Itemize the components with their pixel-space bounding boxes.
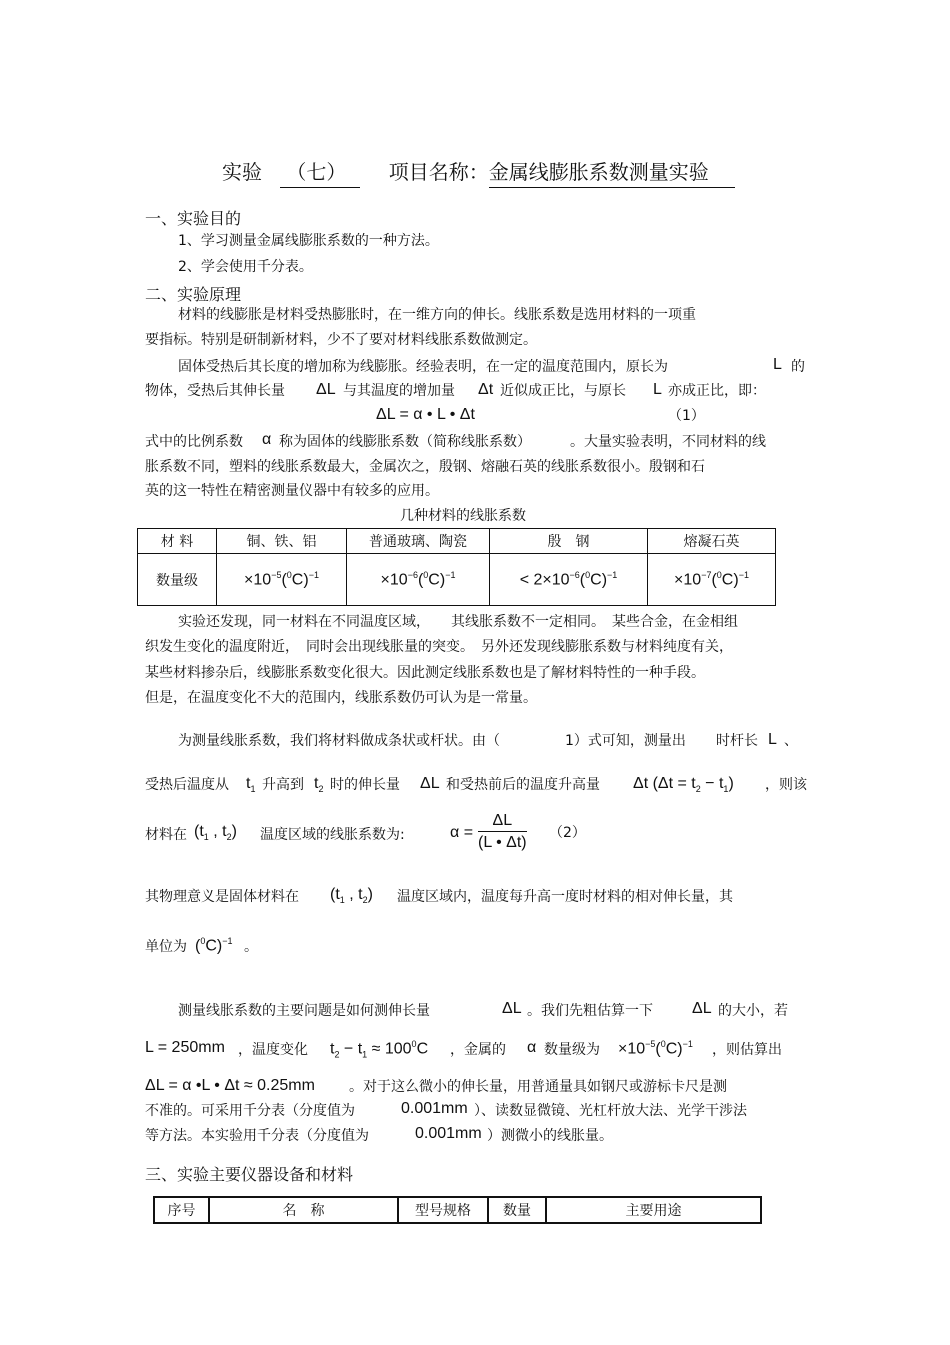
title-part2: 项目名称：	[388, 160, 489, 184]
math-L: L	[768, 731, 777, 748]
title-name: 金属线膨胀系数测量实验	[489, 156, 735, 188]
section-3-heading: 三、实验主要仪器设备和材料	[145, 1165, 354, 1184]
math-interval: ($t_1$ , $t_2$)	[330, 886, 373, 906]
table-header-cell: 材 料	[138, 529, 217, 554]
table-header-row	[154, 1197, 761, 1223]
page-title	[222, 156, 735, 188]
math-temp-change: $t_2 - t_1 \approx 100^0C$	[330, 1039, 429, 1060]
math-alpha: α	[262, 431, 272, 448]
text-segment: 单位为	[145, 939, 187, 955]
text-segment: 。对于这么微小的伸长量，用普通量具如钢尺或游标卡尺是测	[349, 1079, 727, 1095]
text-segment: 。我们先粗估算一下	[527, 1003, 653, 1019]
paragraph-line: 织发生变化的温度附近， 同时会出现线胀量的突变。 另外还发现线膨胀系数与材料纯度有关，	[145, 639, 733, 655]
table-header-cell: 数量	[488, 1197, 546, 1223]
equation-2-fraction	[478, 812, 527, 852]
text-segment: 式中的比例系数	[145, 434, 243, 450]
text-segment: 。	[244, 939, 258, 955]
math-L: L	[773, 356, 782, 373]
table-cell: < $2\times 10^{-6}(^0C)^{-1}$	[490, 554, 648, 606]
text-segment: 。大量实验表明，不同材料的线	[570, 434, 766, 450]
equation-1-number: （1）	[668, 408, 705, 424]
text-segment: 1）式可知，测量出	[565, 733, 686, 749]
text-segment: 物体，受热后其伸长量	[145, 383, 285, 399]
text-segment: ，金属的	[450, 1042, 506, 1058]
math-t2: $t_2$	[314, 775, 324, 795]
paragraph-line: 英的这一特性在精密测量仪器中有较多的应用。	[145, 483, 439, 499]
table-header-cell: 序号	[154, 1197, 209, 1223]
paragraph-line: 某些材料掺杂后，线膨胀系数变化很大。因此测定线胀系数也是了解材料特性的一种手段。	[145, 665, 705, 681]
text-segment: 时的伸长量	[330, 777, 400, 793]
text-segment: 不准的。可采用千分表（分度值为	[145, 1103, 355, 1119]
math-delta-L: ΔL	[316, 381, 336, 398]
table-header-row	[138, 529, 776, 554]
text-segment: 的大小，若	[718, 1003, 788, 1019]
table-header-cell: 殷 钢	[490, 529, 648, 554]
text-segment: 测量线胀系数的主要问题是如何测伸长量	[178, 1003, 430, 1019]
text-segment: 和受热前后的温度升高量	[446, 777, 600, 793]
title-number: （七）	[280, 156, 360, 188]
equipment-table	[153, 1196, 762, 1224]
equation-1: ΔL = α • L • Δt	[376, 406, 475, 423]
math-t1: $t_1$	[246, 775, 256, 795]
math-L: L	[653, 381, 662, 398]
math-delta-L: ΔL	[420, 775, 440, 792]
text-segment: 为测量线胀系数，我们将材料做成条状或杆状。由（	[178, 733, 500, 749]
text-segment: 其物理意义是固体材料在	[145, 889, 299, 905]
table-header-cell: 型号规格	[398, 1197, 488, 1223]
table-cell: $\times 10^{-5}(^0C)^{-1}$	[217, 554, 347, 606]
text-segment: ）测微小的线胀量。	[487, 1128, 613, 1144]
math-delta-t: Δt	[478, 381, 494, 398]
math-order: $\times 10^{-5}(^0C)^{-1}$	[618, 1039, 693, 1058]
text-segment: ，则该	[765, 777, 807, 793]
text-segment: 时杆长	[716, 733, 758, 749]
text-segment: 数量级为	[544, 1042, 600, 1058]
text-segment: 与其温度的增加量	[343, 383, 455, 399]
math-resolution: 0.001mm	[415, 1125, 482, 1142]
text-segment: 温度区域的线胀系数为:	[260, 827, 405, 843]
fraction-denominator: (L • Δt)	[478, 834, 527, 851]
text-segment: 、	[784, 733, 798, 749]
math-estimate: ΔL = α •L • Δt ≈ 0.25mm	[145, 1077, 315, 1094]
title-part1: 实验	[222, 160, 262, 184]
materials-table	[137, 528, 776, 606]
text-segment: 升高到	[262, 777, 304, 793]
math-delta-t-def: Δt $(\Delta t = t_2 - t_1)$	[633, 775, 734, 795]
math-unit: $(^0C)^{-1}$	[195, 936, 233, 955]
math-delta-L: ΔL	[502, 1000, 522, 1017]
math-resolution: 0.001mm	[401, 1100, 468, 1117]
paragraph-line: 但是，在温度变化不大的范围内，线胀系数仍可认为是一常量。	[145, 690, 537, 706]
text-segment: ，温度变化	[238, 1042, 308, 1058]
table-header-cell: 名 称	[209, 1197, 398, 1223]
table-cell: $\times 10^{-6}(^0C)^{-1}$	[347, 554, 490, 606]
math-L-value: L = 250mm	[145, 1039, 225, 1056]
text-segment: 称为固体的线膨胀系数（简称线胀系数）	[279, 434, 531, 450]
table-cell: $\times 10^{-7}(^0C)^{-1}$	[648, 554, 776, 606]
paragraph-line: 固体受热后其长度的增加称为线膨胀。经验表明，在一定的温度范围内，原长为	[178, 359, 668, 375]
objective-2: 2、学会使用千分表。	[178, 259, 313, 275]
section-2-heading: 二、实验原理	[145, 285, 242, 304]
text-segment: 受热后温度从	[145, 777, 229, 793]
text-segment: ）、读数显微镜、光杠杆放大法、光学干涉法	[474, 1103, 747, 1119]
fraction-numerator: ΔL	[478, 812, 527, 832]
table-header-cell: 铜、铁、铝	[217, 529, 347, 554]
text-segment: 材料在	[145, 827, 187, 843]
equation-2-lhs: α =	[450, 824, 474, 841]
paragraph-line: 胀系数不同，塑料的线胀系数最大，金属次之，殷钢、熔融石英的线胀系数很小。殷钢和石	[145, 459, 705, 475]
paragraph-line: 要指标。特别是研制新材料，少不了要对材料线胀系数做测定。	[145, 332, 537, 348]
text-segment: 等方法。本实验用千分表（分度值为	[145, 1128, 369, 1144]
paragraph-line: 实验还发现，同一材料在不同温度区域， 其线胀系数不一定相同。 某些合金，在金相组	[178, 614, 738, 630]
table-caption: 几种材料的线胀系数	[400, 508, 526, 524]
math-alpha: α	[527, 1039, 537, 1056]
section-1-heading: 一、实验目的	[145, 209, 242, 228]
paragraph-line: 材料的线膨胀是材料受热膨胀时，在一维方向的伸长。线胀系数是选用材料的一项重	[178, 307, 696, 323]
table-row-label: 数量级	[138, 554, 217, 606]
math-interval: ($t_1$ , $t_2$)	[194, 823, 237, 843]
paragraph-line-end: 的	[791, 359, 805, 375]
text-segment: 温度区域内，温度每升高一度时材料的相对伸长量，其	[397, 889, 733, 905]
equation-2-number: （2）	[549, 825, 586, 841]
table-header-cell: 熔凝石英	[648, 529, 776, 554]
table-header-cell: 主要用途	[546, 1197, 761, 1223]
text-segment: 近似成正比，与原长	[500, 383, 626, 399]
table-row	[138, 554, 776, 606]
text-segment: ，则估算出	[712, 1042, 782, 1058]
text-segment: 亦成正比，即：	[668, 383, 766, 399]
objective-1: 1、学习测量金属线膨胀系数的一种方法。	[178, 233, 439, 249]
math-delta-L: ΔL	[692, 1000, 712, 1017]
table-header-cell: 普通玻璃、陶瓷	[347, 529, 490, 554]
